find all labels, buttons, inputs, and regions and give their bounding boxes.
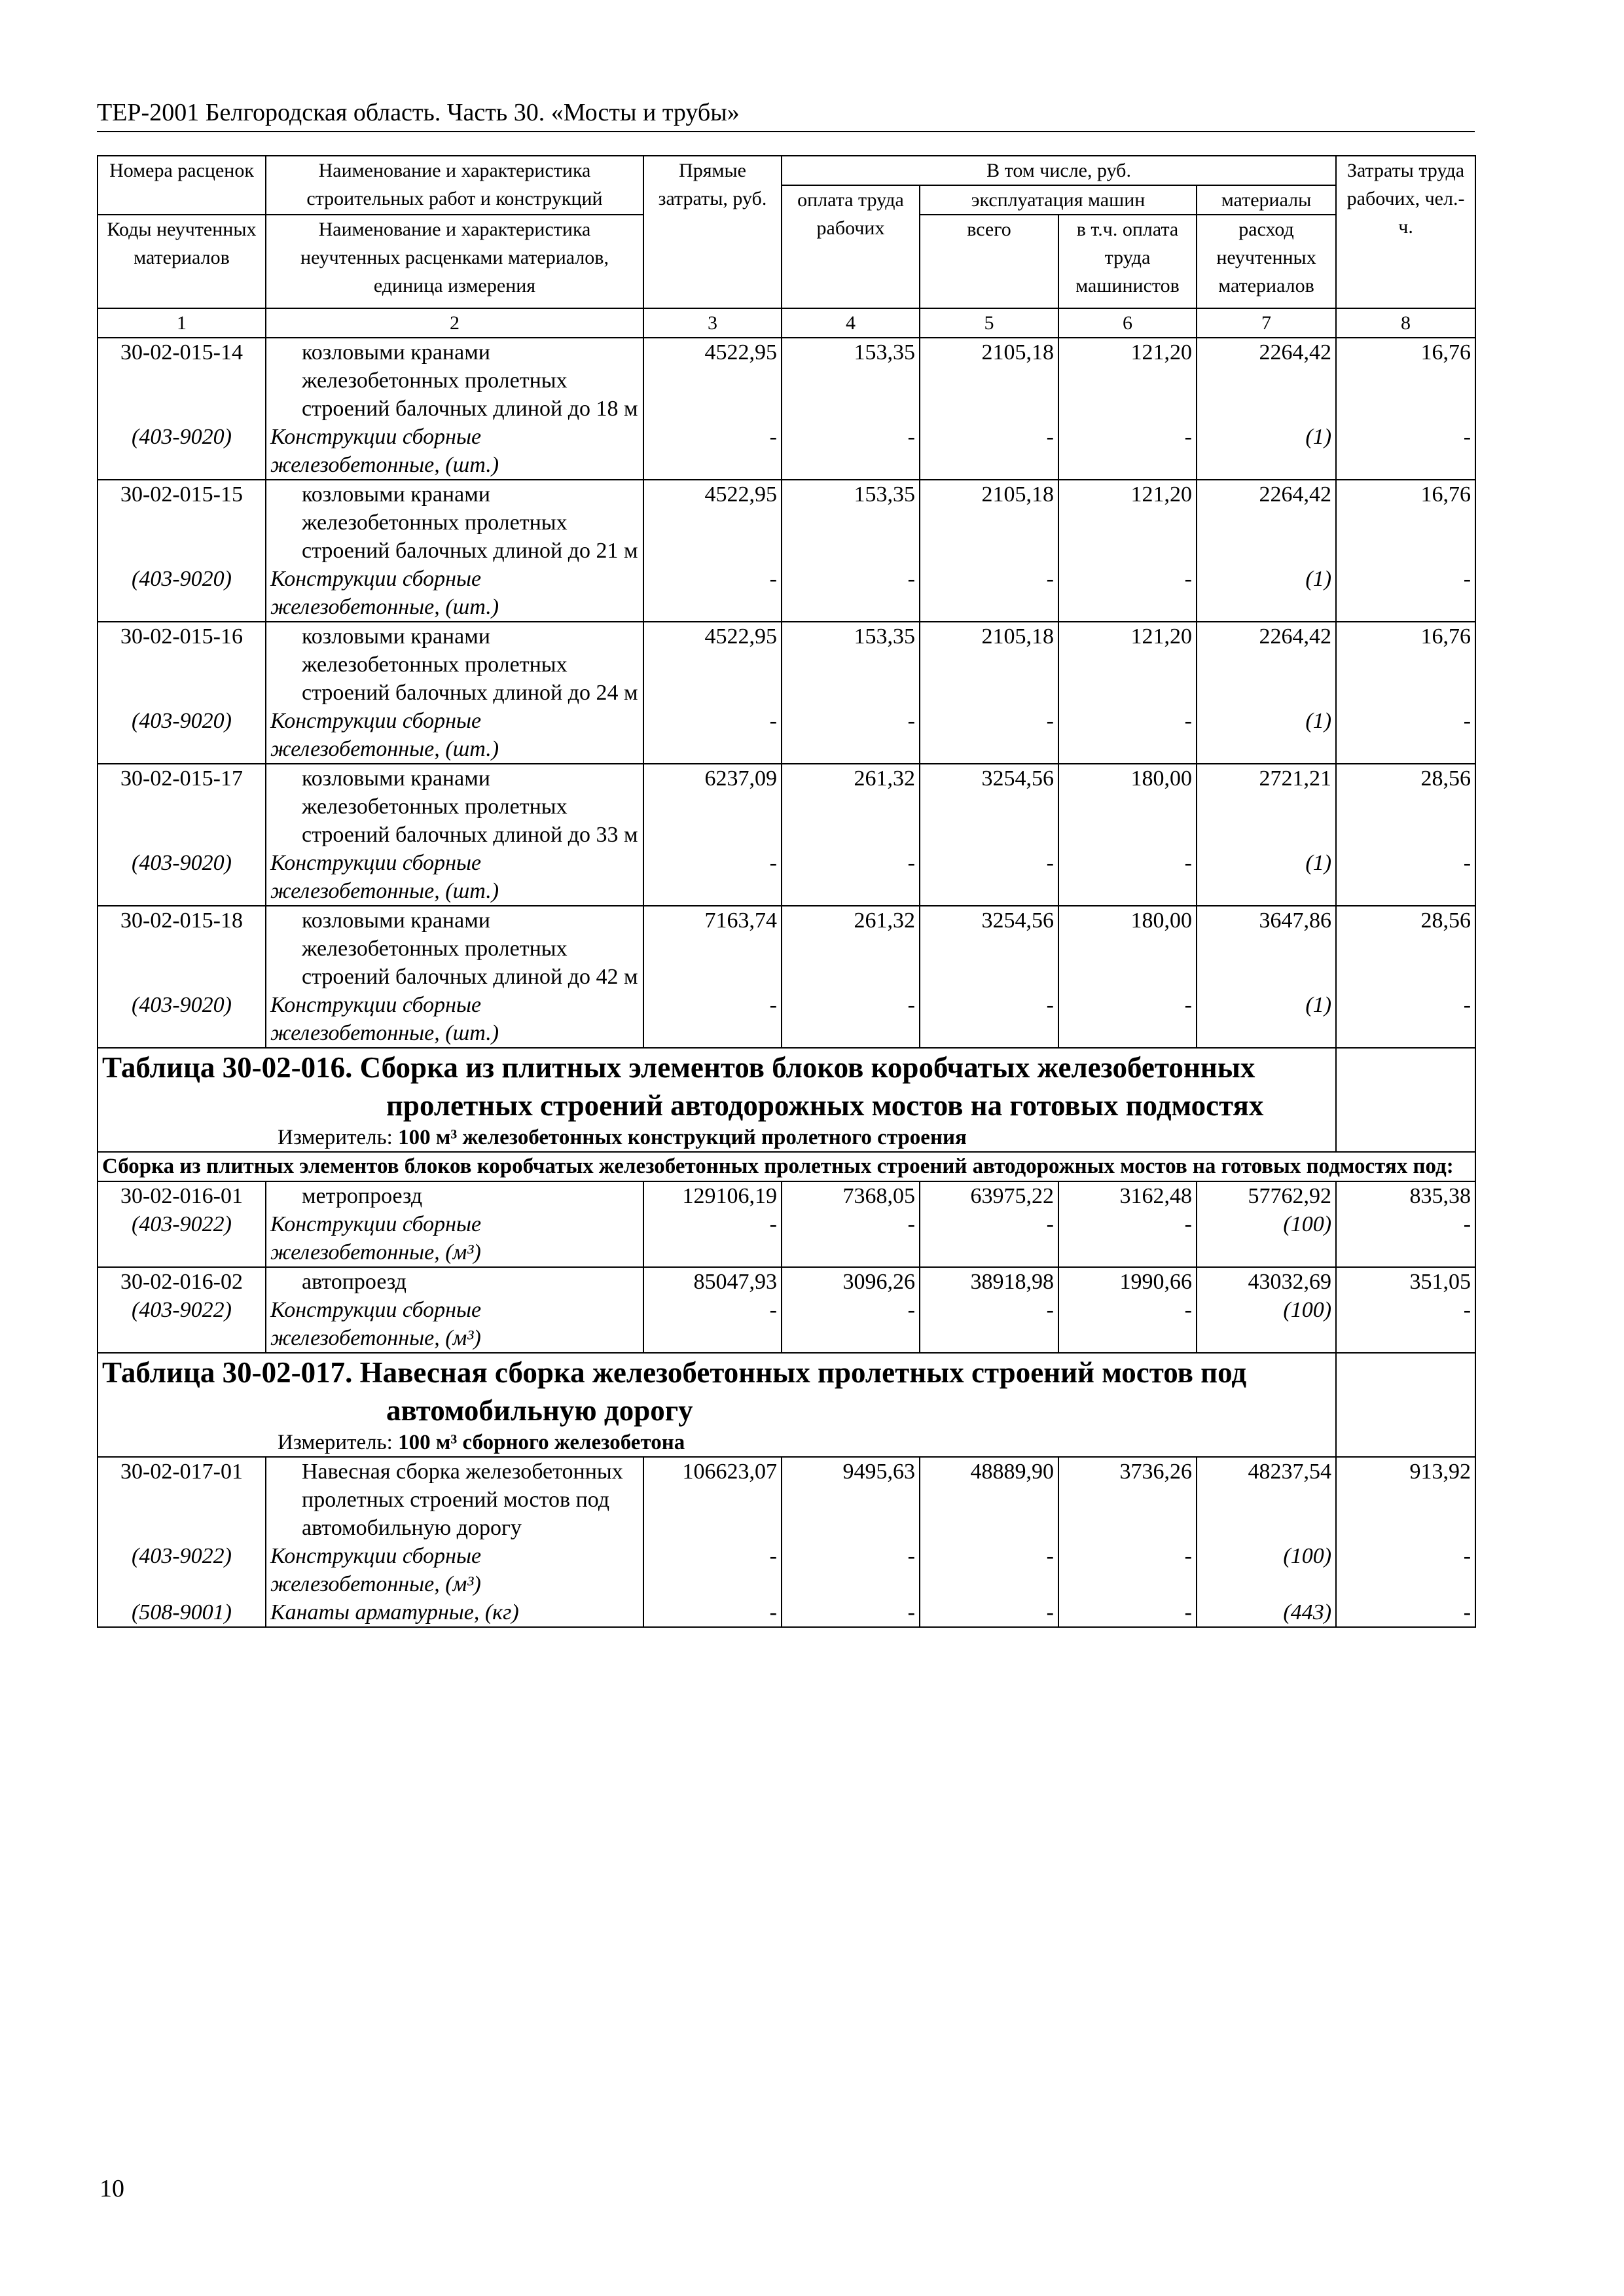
material-name: Конструкции сборные железобетонные, (м³)	[266, 1296, 643, 1353]
col-index: 8	[1336, 308, 1475, 338]
table-016-title-line2: пролетных строений автодорожных мостов на готовых подмостях	[386, 1089, 1264, 1122]
material-value: -	[920, 1598, 1058, 1627]
work-name-text: Навесная сборка железобетонных пролетных строений мостов под автомобильную дорогу	[302, 1460, 623, 1540]
material-value: (100)	[1197, 1210, 1336, 1267]
value-cell: 7163,74	[643, 906, 782, 991]
material-value: -	[920, 565, 1058, 622]
table-015-body	[98, 338, 1475, 1048]
work-name	[266, 338, 643, 423]
material-value: -	[1058, 1210, 1197, 1267]
material-value: (1)	[1197, 849, 1336, 906]
col-header-work-name: Наименование и характеристика строительных работ и конструкций	[266, 156, 643, 215]
value-cell: 1990,66	[1058, 1267, 1197, 1296]
value-cell: 43032,69	[1197, 1267, 1336, 1296]
col-header-material-name: Наименование и характеристика неучтенных расценками материалов, единица измерения	[266, 215, 643, 308]
table-017-heading-right	[1336, 1353, 1475, 1457]
material-value: -	[1058, 423, 1197, 480]
value-cell: 2105,18	[920, 338, 1058, 423]
material-value: -	[782, 565, 920, 622]
value-cell: 106623,07	[643, 1457, 782, 1542]
material-value: -	[920, 707, 1058, 764]
table-016-body	[98, 1181, 1475, 1353]
material-code: (403-9020)	[98, 565, 266, 622]
material-value: -	[782, 849, 920, 906]
value-cell: 16,76	[1336, 338, 1475, 423]
value-cell: 835,38	[1336, 1181, 1475, 1210]
value-cell: 3647,86	[1197, 906, 1336, 991]
material-value: (100)	[1197, 1542, 1336, 1598]
material-value: -	[1058, 849, 1197, 906]
header-rule	[97, 131, 1475, 132]
measure-label: Измеритель:	[278, 1126, 393, 1149]
value-cell: 85047,93	[643, 1267, 782, 1296]
work-name-text: козловыми кранами железобетонных пролетных строений балочных длиной до 21 м	[302, 482, 638, 563]
material-value: -	[643, 849, 782, 906]
material-value: -	[1058, 1542, 1197, 1598]
page-number: 10	[99, 2175, 124, 2202]
col-index: 5	[920, 308, 1058, 338]
material-value: -	[782, 1598, 920, 1627]
material-row	[98, 423, 1475, 480]
material-value: -	[643, 1542, 782, 1598]
col-header-materials: материалы	[1197, 185, 1336, 215]
value-cell: 261,32	[782, 906, 920, 991]
col-header-labor-hours: Затраты труда рабочих, чел.-ч.	[1336, 156, 1475, 308]
material-value: -	[920, 423, 1058, 480]
measure-value: 100 м³ сборного железобетона	[398, 1431, 685, 1454]
value-cell: 153,35	[782, 480, 920, 565]
material-value: -	[1336, 1210, 1475, 1267]
value-cell: 153,35	[782, 622, 920, 707]
material-value: -	[1336, 707, 1475, 764]
value-cell: 63975,22	[920, 1181, 1058, 1210]
table-row	[98, 1267, 1475, 1296]
price-table	[97, 155, 1476, 1628]
work-name-text: автопроезд	[302, 1270, 406, 1294]
material-code: (403-9020)	[98, 707, 266, 764]
value-cell: 28,56	[1336, 906, 1475, 991]
value-cell: 7368,05	[782, 1181, 920, 1210]
table-017-heading	[98, 1353, 1336, 1457]
material-row	[98, 1210, 1475, 1267]
col-index: 4	[782, 308, 920, 338]
table-016-heading	[98, 1048, 1336, 1152]
table-017-measure	[102, 1429, 1331, 1456]
value-cell: 2105,18	[920, 480, 1058, 565]
rate-code: 30-02-015-15	[98, 480, 266, 565]
material-code: (403-9022)	[98, 1296, 266, 1353]
material-value: -	[1058, 1598, 1197, 1627]
value-cell: 3096,26	[782, 1267, 920, 1296]
material-name: Конструкции сборные железобетонные, (шт.)	[266, 423, 643, 480]
value-cell: 351,05	[1336, 1267, 1475, 1296]
table-016-measure	[102, 1124, 1331, 1151]
table-row	[98, 764, 1475, 849]
work-name	[266, 1267, 643, 1296]
material-value: -	[1336, 1598, 1475, 1627]
work-name	[266, 1181, 643, 1210]
value-cell: 4522,95	[643, 480, 782, 565]
rate-code: 30-02-016-01	[98, 1181, 266, 1210]
material-value: -	[643, 1296, 782, 1353]
material-value: -	[782, 423, 920, 480]
work-name	[266, 1457, 643, 1542]
rate-code: 30-02-015-18	[98, 906, 266, 991]
col-index: 2	[266, 308, 643, 338]
value-cell: 4522,95	[643, 622, 782, 707]
work-name-text: козловыми кранами железобетонных пролетных строений балочных длиной до 33 м	[302, 766, 638, 847]
work-name	[266, 622, 643, 707]
col-index: 1	[98, 308, 266, 338]
col-header-material-codes: Коды неучтенных материалов	[98, 215, 266, 308]
value-cell: 3254,56	[920, 906, 1058, 991]
value-cell: 121,20	[1058, 622, 1197, 707]
value-cell: 3254,56	[920, 764, 1058, 849]
material-value: -	[643, 423, 782, 480]
material-value: -	[643, 991, 782, 1048]
material-code: (403-9020)	[98, 423, 266, 480]
material-value: -	[643, 707, 782, 764]
material-value: -	[782, 1296, 920, 1353]
material-code: (403-9022)	[98, 1542, 266, 1598]
material-value: -	[782, 707, 920, 764]
table-016-title	[102, 1049, 1331, 1124]
material-value: -	[920, 1296, 1058, 1353]
material-value: -	[782, 1210, 920, 1267]
rate-code: 30-02-015-16	[98, 622, 266, 707]
value-cell: 16,76	[1336, 480, 1475, 565]
material-value: (1)	[1197, 991, 1336, 1048]
value-cell: 121,20	[1058, 338, 1197, 423]
material-row	[98, 1598, 1475, 1627]
material-value: -	[920, 1542, 1058, 1598]
material-value: -	[1336, 849, 1475, 906]
value-cell: 2721,21	[1197, 764, 1336, 849]
work-name	[266, 480, 643, 565]
table-row	[98, 906, 1475, 991]
table-017-title-line2: автомобильную дорогу	[386, 1394, 693, 1427]
value-cell: 129106,19	[643, 1181, 782, 1210]
col-index: 6	[1058, 308, 1197, 338]
material-value: (1)	[1197, 423, 1336, 480]
col-header-machine-operation: эксплуатация машин	[920, 185, 1197, 215]
material-code: (403-9020)	[98, 849, 266, 906]
material-value: -	[920, 1210, 1058, 1267]
col-header-worker-pay: оплата труда рабочих	[782, 185, 920, 308]
table-016-title-line1: Таблица 30-02-016. Сборка из плитных элементов блоков коробчатых железобетонных	[102, 1051, 1255, 1084]
rate-code: 30-02-015-17	[98, 764, 266, 849]
table-row	[98, 480, 1475, 565]
col-header-rate-numbers: Номера расценок	[98, 156, 266, 215]
material-value: -	[1336, 423, 1475, 480]
table-017-title	[102, 1354, 1331, 1429]
material-value: -	[1058, 991, 1197, 1048]
work-name	[266, 906, 643, 991]
material-value: -	[1058, 707, 1197, 764]
value-cell: 180,00	[1058, 764, 1197, 849]
table-016-subheading: Сборка из плитных элементов блоков коробчатых железобетонных пролетных строений автодорожных мостов на готовых подмостях под:	[98, 1152, 1475, 1181]
col-header-operator-pay: в т.ч. оплата труда машинистов	[1058, 215, 1197, 308]
material-value: -	[643, 1598, 782, 1627]
value-cell: 3162,48	[1058, 1181, 1197, 1210]
material-code: (403-9020)	[98, 991, 266, 1048]
table-017-title-line1: Таблица 30-02-017. Навесная сборка железобетонных пролетных строений мостов под	[102, 1356, 1247, 1389]
table-row	[98, 1181, 1475, 1210]
rate-code: 30-02-016-02	[98, 1267, 266, 1296]
work-name-text: метропроезд	[302, 1184, 423, 1208]
material-row	[98, 991, 1475, 1048]
material-value: (1)	[1197, 565, 1336, 622]
value-cell: 28,56	[1336, 764, 1475, 849]
material-row	[98, 849, 1475, 906]
col-header-machine-total: всего	[920, 215, 1058, 308]
material-row	[98, 565, 1475, 622]
table-row	[98, 622, 1475, 707]
measure-value: 100 м³ железобетонных конструкций пролетного строения	[398, 1126, 967, 1149]
material-value: (100)	[1197, 1296, 1336, 1353]
material-value: (443)	[1197, 1598, 1336, 1627]
material-value: -	[1058, 565, 1197, 622]
value-cell: 913,92	[1336, 1457, 1475, 1542]
work-name	[266, 764, 643, 849]
material-value: -	[643, 565, 782, 622]
value-cell: 2264,42	[1197, 338, 1336, 423]
material-value: -	[1336, 1542, 1475, 1598]
col-index: 3	[643, 308, 782, 338]
work-name-text: козловыми кранами железобетонных пролетных строений балочных длиной до 24 м	[302, 624, 638, 705]
value-cell: 180,00	[1058, 906, 1197, 991]
value-cell: 2264,42	[1197, 622, 1336, 707]
material-code: (403-9022)	[98, 1210, 266, 1267]
rate-code: 30-02-017-01	[98, 1457, 266, 1542]
value-cell: 6237,09	[643, 764, 782, 849]
rate-code: 30-02-015-14	[98, 338, 266, 423]
material-value: -	[643, 1210, 782, 1267]
material-value: (1)	[1197, 707, 1336, 764]
value-cell: 16,76	[1336, 622, 1475, 707]
value-cell: 4522,95	[643, 338, 782, 423]
material-name: Конструкции сборные железобетонные, (шт.)	[266, 991, 643, 1048]
value-cell: 121,20	[1058, 480, 1197, 565]
value-cell: 48889,90	[920, 1457, 1058, 1542]
material-name: Канаты арматурные, (кг)	[266, 1598, 643, 1627]
value-cell: 38918,98	[920, 1267, 1058, 1296]
col-header-including: В том числе, руб.	[782, 156, 1336, 185]
material-value: -	[920, 849, 1058, 906]
material-row	[98, 707, 1475, 764]
table-row	[98, 338, 1475, 423]
col-index: 7	[1197, 308, 1336, 338]
measure-label: Измеритель:	[278, 1431, 393, 1454]
material-value: -	[1336, 565, 1475, 622]
material-name: Конструкции сборные железобетонные, (шт.)	[266, 707, 643, 764]
material-value: -	[782, 1542, 920, 1598]
material-name: Конструкции сборные железобетонные, (м³)	[266, 1542, 643, 1598]
value-cell: 261,32	[782, 764, 920, 849]
material-value: -	[1336, 1296, 1475, 1353]
material-value: -	[1058, 1296, 1197, 1353]
value-cell: 9495,63	[782, 1457, 920, 1542]
table-016-heading-right	[1336, 1048, 1475, 1152]
value-cell: 57762,92	[1197, 1181, 1336, 1210]
value-cell: 3736,26	[1058, 1457, 1197, 1542]
material-name: Конструкции сборные железобетонные, (шт.)	[266, 565, 643, 622]
material-code: (508-9001)	[98, 1598, 266, 1627]
material-name: Конструкции сборные железобетонные, (шт.)	[266, 849, 643, 906]
col-header-material-consumption: расход неучтенных материалов	[1197, 215, 1336, 308]
material-row	[98, 1296, 1475, 1353]
work-name-text: козловыми кранами железобетонных пролетных строений балочных длиной до 42 м	[302, 908, 638, 989]
material-row	[98, 1542, 1475, 1598]
table-017-body	[98, 1457, 1475, 1627]
value-cell: 153,35	[782, 338, 920, 423]
value-cell: 48237,54	[1197, 1457, 1336, 1542]
value-cell: 2105,18	[920, 622, 1058, 707]
work-name-text: козловыми кранами железобетонных пролетных строений балочных длиной до 18 м	[302, 340, 638, 421]
page-header: ТЕР-2001 Белгородская область. Часть 30. «Мосты и трубы»	[97, 99, 740, 126]
material-value: -	[782, 991, 920, 1048]
table-row	[98, 1457, 1475, 1542]
material-value: -	[920, 991, 1058, 1048]
material-name: Конструкции сборные железобетонные, (м³)	[266, 1210, 643, 1267]
material-value: -	[1336, 991, 1475, 1048]
value-cell: 2264,42	[1197, 480, 1336, 565]
col-header-direct-costs: Прямые затраты, руб.	[643, 156, 782, 308]
